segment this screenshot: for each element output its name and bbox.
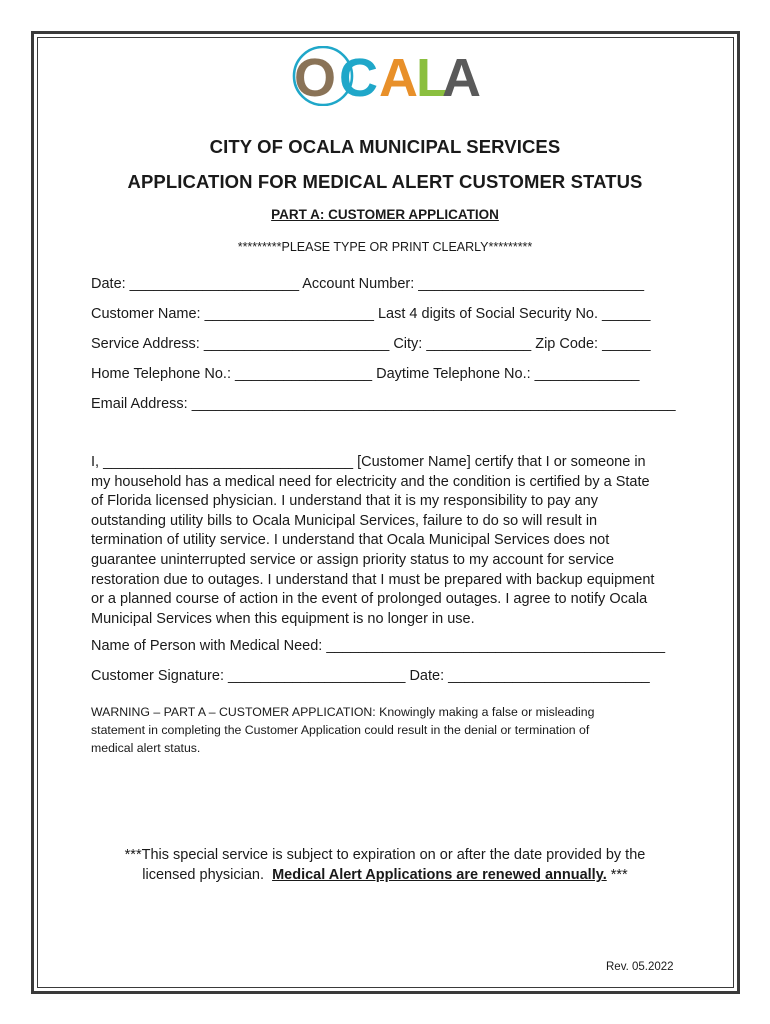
certification-line: my household has a medical need for electricity and the condition is certified by a State: [91, 473, 650, 490]
expiration-notice: [0, 845, 770, 885]
part-a-heading: PART A: CUSTOMER APPLICATION: [271, 207, 499, 222]
certification-paragraph: [91, 453, 691, 629]
notice-suffix: ***: [606, 867, 628, 883]
notice-line: ***This special service is subject to expiration on or after the date provided by the: [124, 847, 646, 863]
certification-line[interactable]: I, _______________________________ [Customer Name] certify that I or someone in: [91, 454, 646, 470]
medical-person-field[interactable]: Name of Person with Medical Need: __________________________________________: [91, 638, 666, 654]
certification-line: or a planned course of action in the event of prolonged outages. I agree to notify Ocala: [91, 591, 648, 608]
date-account-field-row[interactable]: Date: _____________________ Account Number: ____________________________: [91, 276, 645, 292]
certification-line: termination of utility service. I understand that Ocala Municipal Services does not: [91, 532, 610, 549]
email-field-row[interactable]: Email Address: ____________________________________________________________: [91, 396, 676, 412]
print-instruction: *********PLEASE TYPE OR PRINT CLEARLY*********: [237, 240, 533, 254]
logo-letter-c: C: [339, 48, 378, 106]
warning-line: statement in completing the Customer Application could result in the denial or termination of: [91, 723, 590, 737]
signature-date-field-row[interactable]: Customer Signature: ______________________ Date: _________________________: [91, 668, 650, 684]
notice-line: [0, 865, 770, 885]
certification-line: of Florida licensed physician. I understand that it is my responsibility to pay any: [91, 493, 598, 510]
document-title: CITY OF OCALA MUNICIPAL SERVICES: [209, 136, 561, 157]
warning-line: medical alert status.: [91, 741, 201, 755]
certification-line: Municipal Services when this equipment is no longer in use.: [91, 610, 475, 627]
notice-prefix: licensed physician.: [142, 867, 273, 883]
logo-letter-a2: A: [442, 48, 481, 106]
certification-line: guarantee uninterrupted service or assign priority status to my account for service: [91, 551, 615, 568]
customer-name-ssn-field-row[interactable]: Customer Name: _____________________ Last 4 digits of Social Security No. ______: [91, 306, 651, 322]
renewal-emphasis: Medical Alert Applications are renewed annually.: [272, 867, 607, 883]
logo-letter-l: L: [416, 48, 449, 106]
warning-line: WARNING – PART A – CUSTOMER APPLICATION: Knowingly making a false or misleading: [91, 705, 595, 719]
document-subtitle: APPLICATION FOR MEDICAL ALERT CUSTOMER STATUS: [127, 171, 643, 192]
telephone-field-row[interactable]: Home Telephone No.: _________________ Daytime Telephone No.: _____________: [91, 366, 640, 382]
certification-line: outstanding utility bills to Ocala Municipal Services, failure to do so will result in: [91, 512, 598, 529]
revision-label: Rev. 05.2022: [606, 961, 674, 973]
logo-letter-a: A: [379, 48, 418, 106]
certification-line: restoration due to outages. I understand that I must be prepared with backup equipment: [91, 571, 655, 588]
warning-notice: [91, 703, 681, 757]
ocala-logo: [289, 46, 483, 106]
logo-letter-o: O: [294, 48, 337, 106]
service-address-field-row[interactable]: Service Address: _______________________ City: _____________ Zip Code: ______: [91, 336, 651, 352]
